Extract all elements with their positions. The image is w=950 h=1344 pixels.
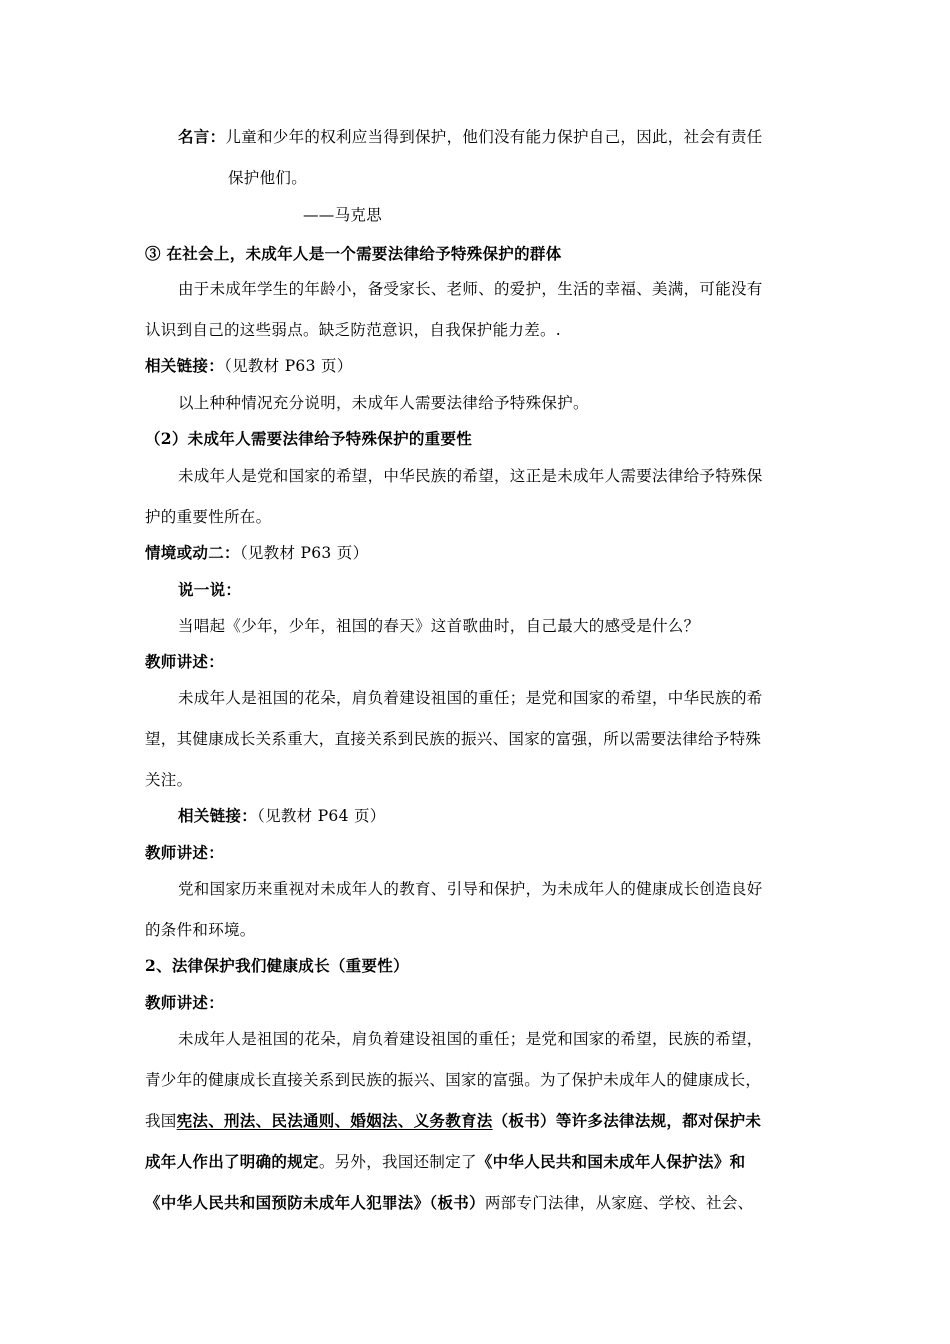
section2-para-1: 未成年人是党和国家的希望，中华民族的希望，这正是未成年人需要法律给予特殊保 [178,467,763,485]
quote-line-1 [178,127,843,147]
teacher1-label: 教师讲述： [145,652,225,671]
heading-law-protection: 2、法律保护我们健康成长（重要性） [145,956,409,975]
related-link-2 [178,806,843,826]
minor-protection-law: 《中华人民共和国未成年人保护法》和 [476,1152,746,1171]
teacher1-line-1: 未成年人是祖国的花朵，肩负着建设祖国的重任；是党和国家的希望，中华民族的希 [178,689,763,707]
crime-prevention-law: 《中华人民共和国预防未成年人犯罪法》（板书） [145,1193,485,1212]
teacher3-line-3 [145,1111,810,1131]
teacher3-line-4-rest: 。另外，我国还制定了 [318,1153,477,1171]
activity2-text: （见教材 P63 页） [239,544,369,562]
summary-text: 以上种种情况充分说明，未成年人需要法律给予特殊保护。 [178,394,589,412]
teacher3-label: 教师讲述： [145,993,225,1012]
teacher2-label: 教师讲述： [145,843,225,862]
teacher3-line-5 [145,1193,810,1213]
quote-author: ——马克思 [303,206,383,224]
teacher3-line-4 [145,1152,810,1172]
section3-heading: ③ 在社会上，未成年人是一个需要法律给予特殊保护的群体 [145,244,562,263]
teacher1-line-2: 望，其健康成长关系重大，直接关系到民族的振兴、国家的富强，所以需要法律给予特殊 [145,730,762,748]
quote-text-1: 儿童和少年的权利应当得到保护，他们没有能力保护自己，因此，社会有责任 [225,128,763,146]
activity2-label: 情境或动二： [145,543,240,562]
board-note-1: （板书） [492,1111,556,1130]
teacher3-line-5-rest: 两部专门法律，从家庭、学校、社会、 [484,1194,754,1212]
say-label: 说一说： [178,580,242,599]
related-link-1 [145,356,810,376]
section2-para-2: 护的重要性所在。 [145,508,272,526]
laws-list: 宪法、刑法、民法通则、婚姻法、义务教育法 [176,1111,493,1130]
say-question: 当唱起《少年，少年，祖国的春天》这首歌曲时，自己最大的感受是什么？ [178,617,700,635]
teacher2-line-2: 的条件和环境。 [145,921,256,939]
activity2 [145,543,810,563]
related-link-2-label: 相关链接： [178,806,258,825]
teacher2-line-1: 党和国家历来重视对未成年人的教育、引导和保护，为未成年人的健康成长创造良好 [178,880,763,898]
quote-label: 名言： [178,127,226,146]
teacher3-line-3-post: 等许多法律法规，都对保护未 [555,1111,762,1130]
teacher3-line-1: 未成年人是祖国的花朵，肩负着建设祖国的重任；是党和国家的希望，民族的希望， [178,1030,763,1048]
section3-para-1: 由于未成年学生的年龄小，备受家长、老师、的爱护，生活的幸福、美满，可能没有 [178,280,763,298]
teacher3-line-2: 青少年的健康成长直接关系到民族的振兴、国家的富强。为了保护未成年人的健康成长， [145,1071,762,1089]
section2-heading: （2）未成年人需要法律给予特殊保护的重要性 [145,429,473,448]
teacher1-line-3: 关注。 [145,771,193,789]
section3-para-2: 认识到自己的这些弱点。缺乏防范意识，自我保护能力差。. [145,321,562,339]
quote-line-2: 保护他们。 [228,169,308,187]
related-link-1-label: 相关链接： [145,356,225,375]
related-link-2-text: （见教材 P64 页） [257,807,386,825]
teacher3-line-4-bold: 成年人作出了明确的规定 [145,1152,319,1171]
teacher3-line-3-pre: 我国 [145,1112,177,1130]
related-link-1-text: （见教材 P63 页） [224,357,353,375]
